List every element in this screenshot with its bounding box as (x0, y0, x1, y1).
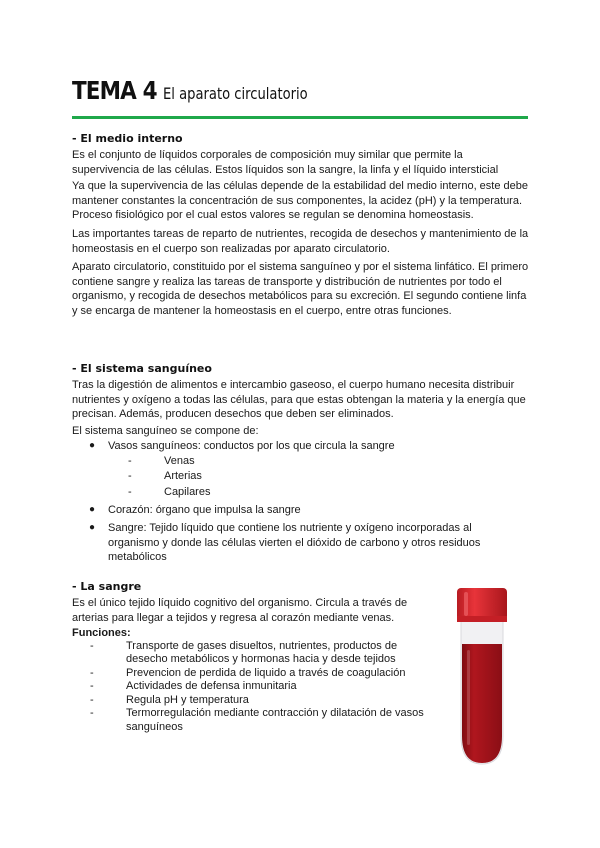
section-heading: - La sangre (72, 580, 142, 593)
list-item-text: Corazón: órgano que impulsa la sangre (108, 504, 301, 517)
dash-marker: - (128, 485, 132, 498)
section-la-sangre (72, 580, 432, 734)
paragraph: Aparato circulatorio, constituido por el sistema sanguíneo y por el sistema linfático. El primero contiene sangre y realiza las tareas de transporte y distribución de nutrientes por todo el organismo, y recogida de desechos metabólicos para su excreción. El segundo contiene linfa y se encarga de mantener la homeostasis en el cuerpo, entre otras funciones. (72, 261, 529, 317)
paragraph: Ya que la supervivencia de las células depende de la estabilidad del medio interno, este debe mantener constantes la concentración de sus componentes, la acidez (pH) y la temperatura. Proceso fisiológico por el cual estos valores se regulan se denomina homeostasis. (72, 180, 528, 222)
dash-marker: - (90, 707, 94, 720)
dash-marker: - (128, 470, 132, 483)
list-item (72, 521, 532, 565)
paragraph: Tras la digestión de alimentos e intercambio gaseoso, el cuerpo humano necesita distribuir nutrientes y oxígeno a todas las células, para que estas obtengan la materia y la energía que precisan. Además, producen desechos que deben ser eliminados. (72, 379, 526, 421)
section-heading: - El medio interno (72, 132, 183, 145)
list-item (72, 503, 532, 518)
list-item-text: Regula pH y temperatura (126, 693, 249, 706)
title-row (72, 76, 339, 105)
blood-tube-icon (454, 586, 510, 766)
sub-list-item (128, 454, 532, 470)
bullet-icon: ● (89, 440, 96, 452)
list-item-text: Termorregulación mediante contracción y dilatación de vasos sanguíneos (126, 707, 424, 733)
bullet-icon: ● (89, 504, 96, 516)
section-heading: - El sistema sanguíneo (72, 362, 212, 375)
paragraph: Es el único tejido líquido cognitivo del organismo. Circula a través de arterias para llegar a tejidos y regresa al corazón mediante venas. (72, 597, 408, 624)
sub-item-text: Arterias (164, 470, 202, 483)
sub-list-item (128, 485, 532, 501)
dash-marker: - (128, 454, 132, 467)
list-item-text: Sangre: Tejido líquido que contiene los nutriente y oxígeno incorporadas al organismo y donde las células vierten el dióxido de carbono y otros residuos metabólicos (108, 522, 481, 564)
dash-marker: - (90, 680, 94, 693)
paragraph: Las importantes tareas de reparto de nutrientes, recogida de desechos y mantenimiento de la homeostasis en el cuerpo son realizadas por aparato circulatorio. (72, 227, 529, 255)
list-item (90, 694, 432, 708)
list-item-text: Prevencion de perdida de liquido a través de coagulación (126, 666, 406, 679)
list-item (90, 640, 432, 667)
paragraph: Es el conjunto de líquidos corporales de composición muy similar que permite la supervivencia de las células. Estos líquidos son la sangre, la linfa y el líquido intersticial (72, 149, 499, 176)
sub-item-text: Capilares (164, 485, 211, 498)
dash-marker: - (90, 693, 94, 706)
list-item-text: Transporte de gases disueltos, nutrientes, productos de desecho metabólicos y hormonas hacia y desde tejidos (126, 639, 398, 666)
section-sistema-sanguineo (72, 362, 532, 565)
dash-marker: - (90, 639, 94, 652)
functions-list (90, 640, 432, 735)
sub-item-text: Venas (164, 454, 195, 467)
dash-marker: - (90, 666, 94, 679)
bullet-icon: ● (89, 522, 96, 534)
sub-list-item (128, 469, 532, 485)
list-item (90, 707, 432, 734)
list-item-text: Vasos sanguíneos: conductos por los que circula la sangre (108, 440, 395, 453)
component-list (72, 439, 532, 564)
page-title: TEMA 4 (72, 76, 157, 105)
functions-label: Funciones: (72, 627, 131, 640)
paragraph: El sistema sanguíneo se compone de: (72, 424, 259, 437)
list-item (72, 439, 532, 500)
section-medio-interno (72, 132, 532, 319)
sub-list (128, 454, 532, 501)
page-subtitle: El aparato circulatorio (162, 84, 308, 103)
list-item-text: Actividades de defensa inmunitaria (126, 680, 297, 693)
list-item (90, 680, 432, 694)
list-item (90, 667, 432, 681)
title-divider (72, 116, 528, 119)
